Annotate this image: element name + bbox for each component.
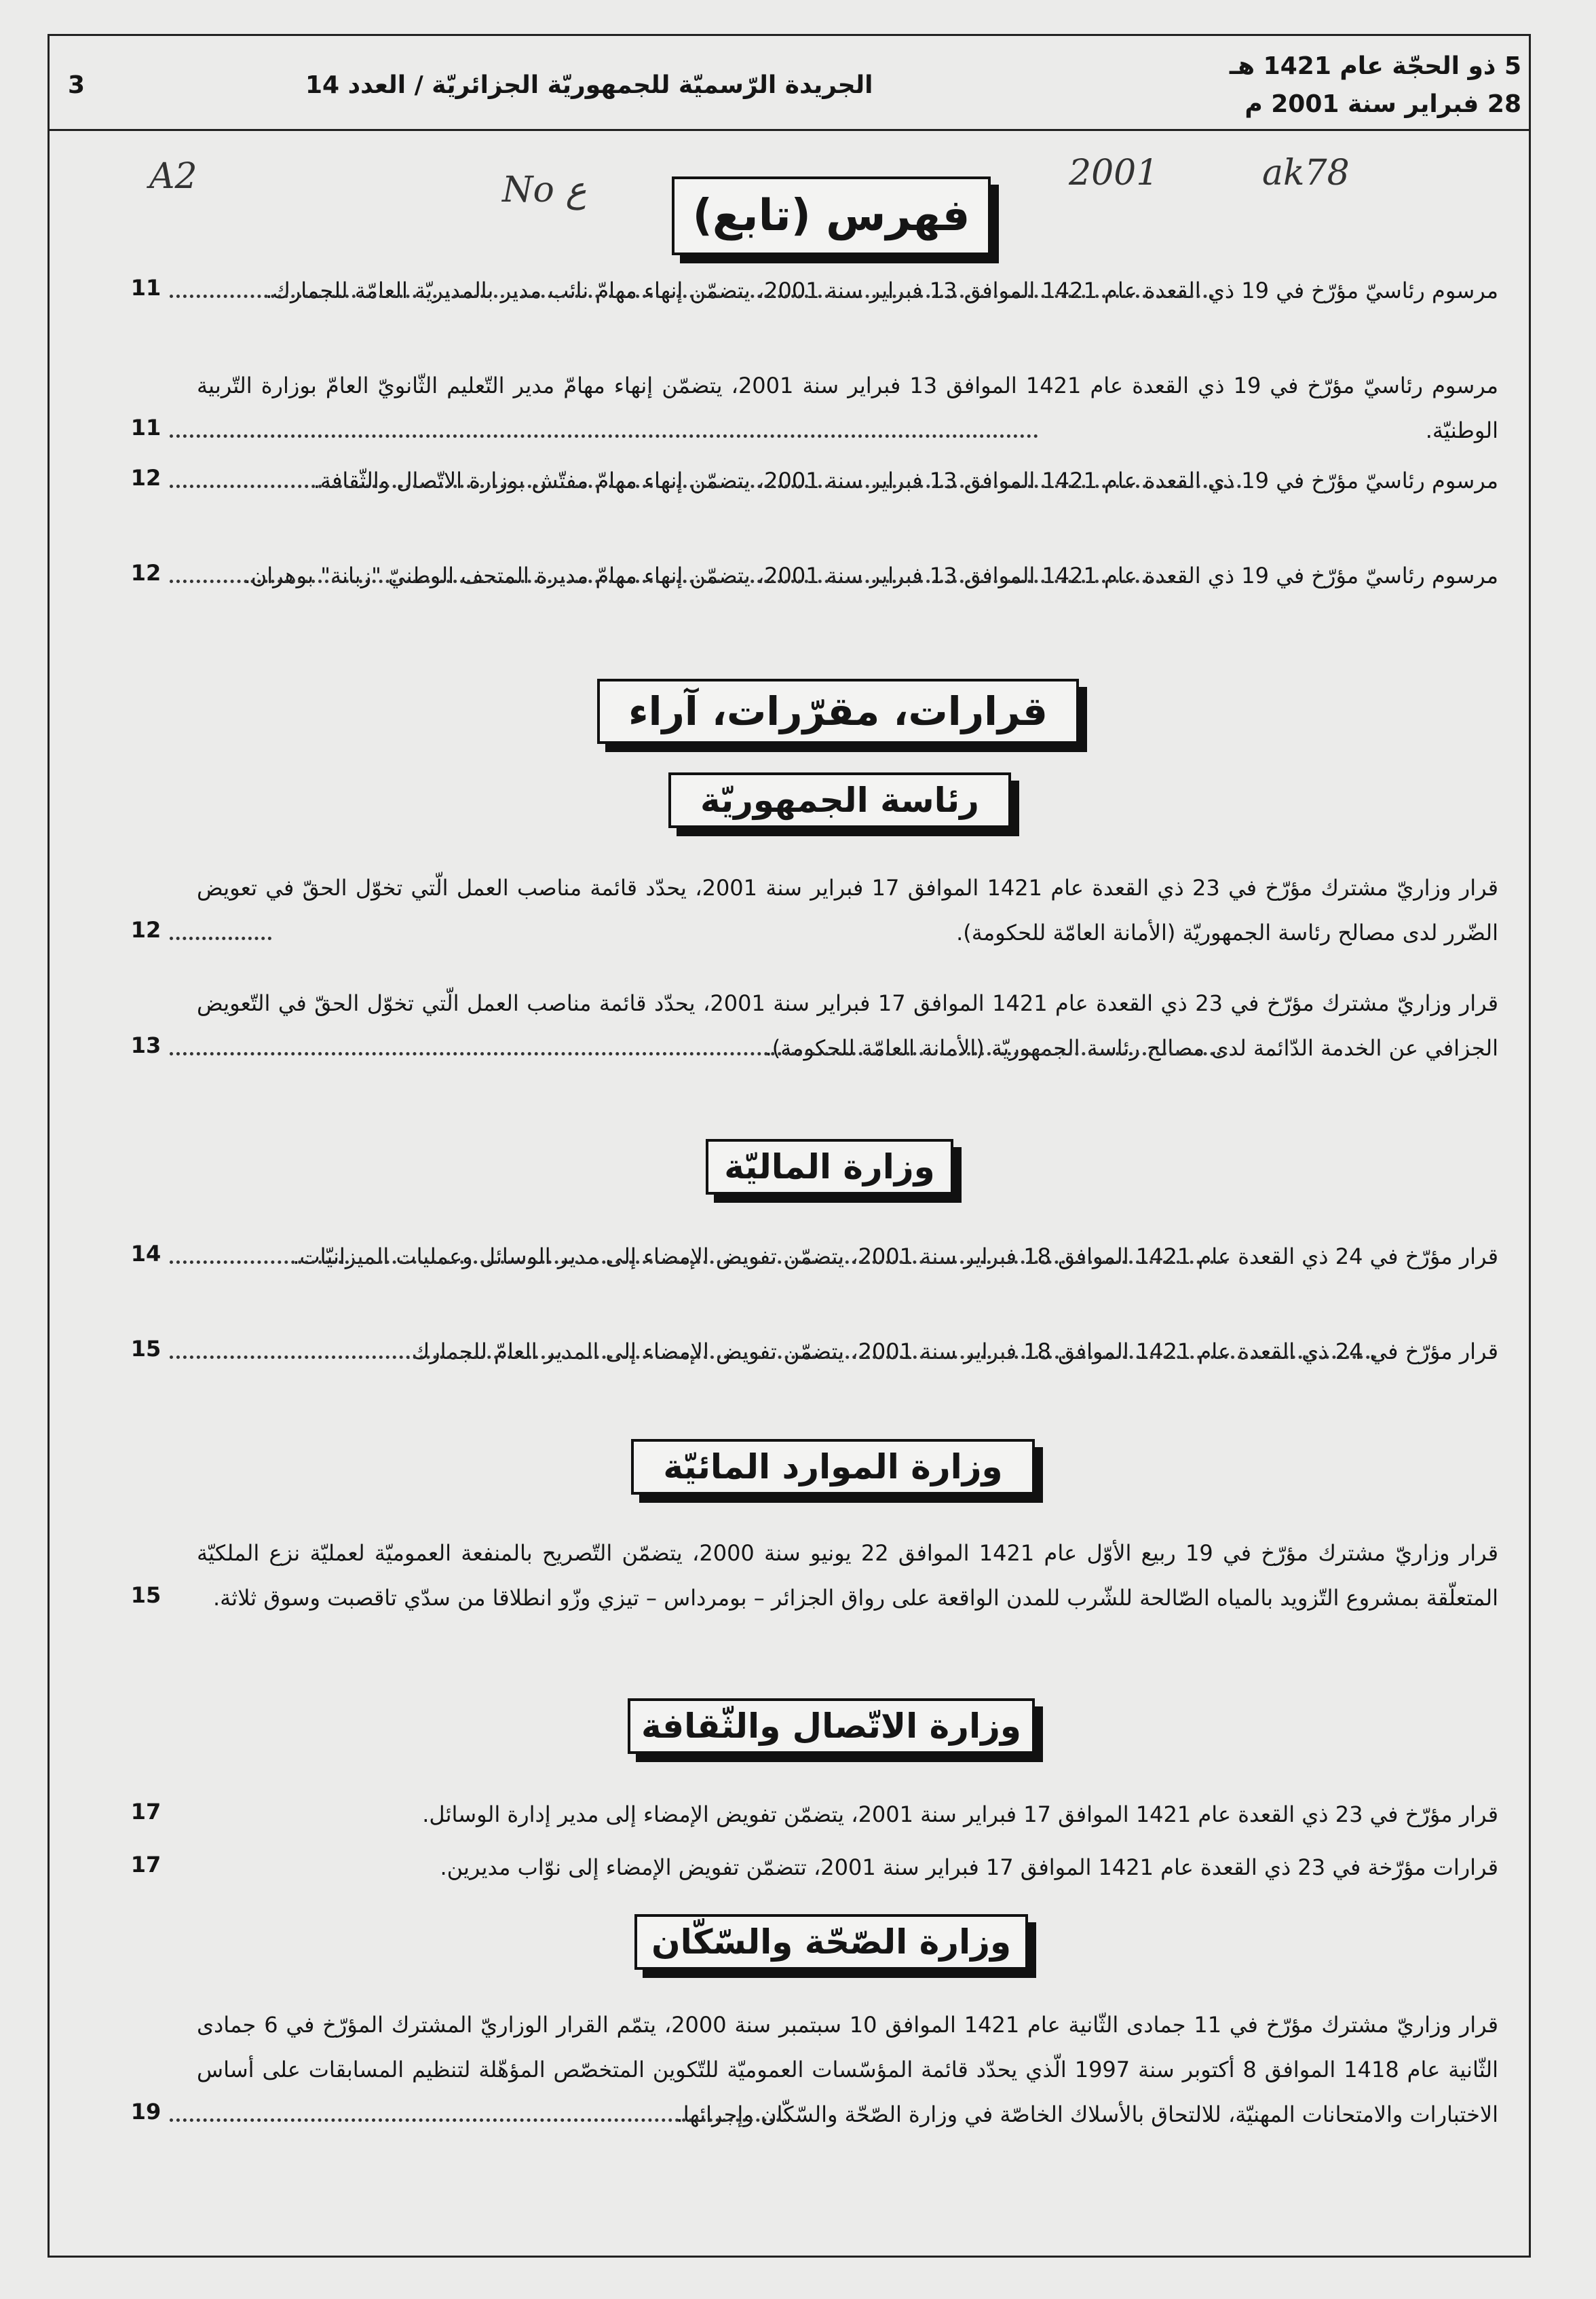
leader-dots xyxy=(170,580,1174,583)
index-entry xyxy=(68,1234,1506,1279)
entry-text: قرار وزاريّ مشترك مؤرّخ في 19 ربيع الأوّل عام 1421 الموافق 22 يونيو سنة 2000، يتضمّن التّصريح بالمنفعة العموميّة لعمليّة نزع الملكيّة المتعلّقة بمشروع التّزويد بالمياه الصّالحة للشّرب للمدن الواقعة على رواق الجزائر – بومرداس – تيزي وزّو انطلاقا من سدّي تاقصبت وسوق ثلاثة. xyxy=(197,1540,1499,1611)
index-entry xyxy=(68,553,1506,598)
leader-dots xyxy=(170,434,1038,438)
page-number: 3 xyxy=(68,71,86,99)
entry-text: مرسوم رئاسيّ مؤرّخ في 19 ذي القعدة عام 1421 الموافق 13 فبراير سنة 2001، يتضمّن إنهاء مهامّ نائب مدير بالمديريّة العامّة للجمارك. xyxy=(265,278,1498,303)
section-title-water: وزارة الموارد المائيّة xyxy=(631,1439,1035,1495)
entry-page-number: 15 xyxy=(130,1336,162,1362)
entry-page-number: 17 xyxy=(130,1799,162,1825)
section-title-presidency: رئاسة الجمهوريّة xyxy=(668,772,1011,828)
entry-text: قرار وزاريّ مشترك مؤرّخ في 23 ذي القعدة عام 1421 الموافق 17 فبراير سنة 2001، يحدّد قائمة مناصب العمل الّتي تخوّل الحقّ في التّعويض الجزافي عن الخدمة الدّائمة لدى مصالح رئاسة الجمهوريّة (الأمانة العامّة للحكومة). xyxy=(197,990,1499,1061)
entry-page-number: 14 xyxy=(130,1241,162,1267)
entry-page-number: 12 xyxy=(130,560,162,586)
publication-line: الجريدة الرّسميّة للجمهوريّة الجزائريّة / العدد 14 xyxy=(305,71,873,99)
handwritten-note-left: A2 xyxy=(149,156,197,197)
entry-page-number: 11 xyxy=(130,415,162,441)
handwritten-note-year: 2001 xyxy=(1069,153,1159,193)
index-entry xyxy=(68,268,1506,313)
index-entry xyxy=(68,458,1506,503)
decisions-title: قرارات، مقرّرات، آراء xyxy=(597,679,1079,744)
index-entry xyxy=(68,865,1506,955)
entry-text: مرسوم رئاسيّ مؤرّخ في 19 ذي القعدة عام 1421 الموافق 13 فبراير سنة 2001، يتضمّن إنهاء مهامّ مديرة المتحف الوطنيّ "زبانة" بوهران. xyxy=(244,563,1498,588)
leader-dots xyxy=(170,937,271,940)
section-title-finance: وزارة الماليّة xyxy=(706,1139,953,1195)
entry-text: قرار مؤرّخ في 24 ذي القعدة عام 1421 الموافق 18 فبراير سنة 2001، يتضمّن تفويض الإمضاء إلى المدير العامّ للجمارك. xyxy=(404,1339,1498,1364)
entry-text: قرار مؤرّخ في 23 ذي القعدة عام 1421 الموافق 17 فبراير سنة 2001، يتضمّن تفويض الإمضاء إلى مدير إدارة الوسائل. xyxy=(422,1801,1498,1827)
leader-dots xyxy=(170,1356,1378,1359)
entry-text: قرار مؤرّخ في 24 ذي القعدة عام 1421 الموافق 18 فبراير سنة 2001، يتضمّن تفويض الإمضاء إلى مدير الوسائل وعمليات الميزانيّات. xyxy=(292,1244,1498,1269)
leader-dots xyxy=(170,2118,787,2122)
entry-page-number: 13 xyxy=(130,1032,162,1058)
leader-dots xyxy=(170,1052,1228,1055)
leader-dots xyxy=(170,485,1242,488)
index-entry xyxy=(68,981,1506,1070)
entry-text: مرسوم رئاسيّ مؤرّخ في 19 ذي القعدة عام 1421 الموافق 13 فبراير سنة 2001، يتضمّن إنهاء مهامّ مفتّش بوزارة الاتّصال والثّقافة. xyxy=(313,468,1498,493)
entry-text: قرار وزاريّ مشترك مؤرّخ في 11 جمادى الثّانية عام 1421 الموافق 10 سبتمبر سنة 2000، يتمّم القرار الوزاريّ المشترك المؤرّخ في 6 جمادى الثّانية عام 1418 الموافق 8 أكتوبر سنة 1997 الّذي يحدّد قائمة المؤسّسات العموميّة للتّكوين المتخصّص المؤهّلة لتنظيم المسابقات على أساس الاختبارات والامتحانات المهنيّة، للالتحاق بالأسلاك الخاصّة في وزارة الصّحّة والسّكّان وإجرائها. xyxy=(197,2012,1499,2127)
index-entry xyxy=(68,1845,1506,1890)
entry-text: قرار وزاريّ مشترك مؤرّخ في 23 ذي القعدة عام 1421 الموافق 17 فبراير سنة 2001، يحدّد قائمة مناصب العمل الّتي تخوّل الحقّ في تعويض الضّرر لدى مصالح رئاسة الجمهوريّة (الأمانة العامّة للحكومة). xyxy=(197,875,1499,946)
index-entry xyxy=(68,2002,1506,2137)
index-entry xyxy=(68,1531,1506,1620)
entry-page-number: 12 xyxy=(130,465,162,491)
entry-page-number: 11 xyxy=(130,275,162,301)
header-rule xyxy=(48,129,1531,131)
hijri-date: 5 ذو الحجّة عام 1421 هـ xyxy=(1229,52,1521,80)
leader-dots xyxy=(170,1260,1228,1264)
section-title-health: وزارة الصّحّة والسّكّان xyxy=(634,1914,1028,1970)
index-entry xyxy=(68,1329,1506,1374)
gregorian-date: 28 فبراير سنة 2001 م xyxy=(1244,90,1521,118)
section-title-communication: وزارة الاتّصال والثّقافة xyxy=(628,1698,1035,1754)
leader-dots xyxy=(170,295,1215,298)
entry-page-number: 17 xyxy=(130,1852,162,1877)
entry-text: قرارات مؤرّخة في 23 ذي القعدة عام 1421 الموافق 17 فبراير سنة 2001، تتضمّن تفويض الإمضاء إلى نوّاب مديرين. xyxy=(440,1854,1498,1880)
index-entry xyxy=(68,363,1506,453)
entry-text: مرسوم رئاسيّ مؤرّخ في 19 ذي القعدة عام 1421 الموافق 13 فبراير سنة 2001، يتضمّن إنهاء مهامّ مدير التّعليم الثّانويّ العامّ بوزارة التّربية الوطنيّة. xyxy=(197,373,1499,443)
entry-page-number: 15 xyxy=(130,1582,162,1608)
entry-page-number: 19 xyxy=(130,2099,162,2125)
handwritten-note-code: ak78 xyxy=(1262,153,1350,193)
index-entry xyxy=(68,1792,1506,1837)
handwritten-note-middle: No ع xyxy=(502,170,587,210)
entry-page-number: 12 xyxy=(130,917,162,943)
index-title: فهرس (تابع) xyxy=(672,176,991,255)
